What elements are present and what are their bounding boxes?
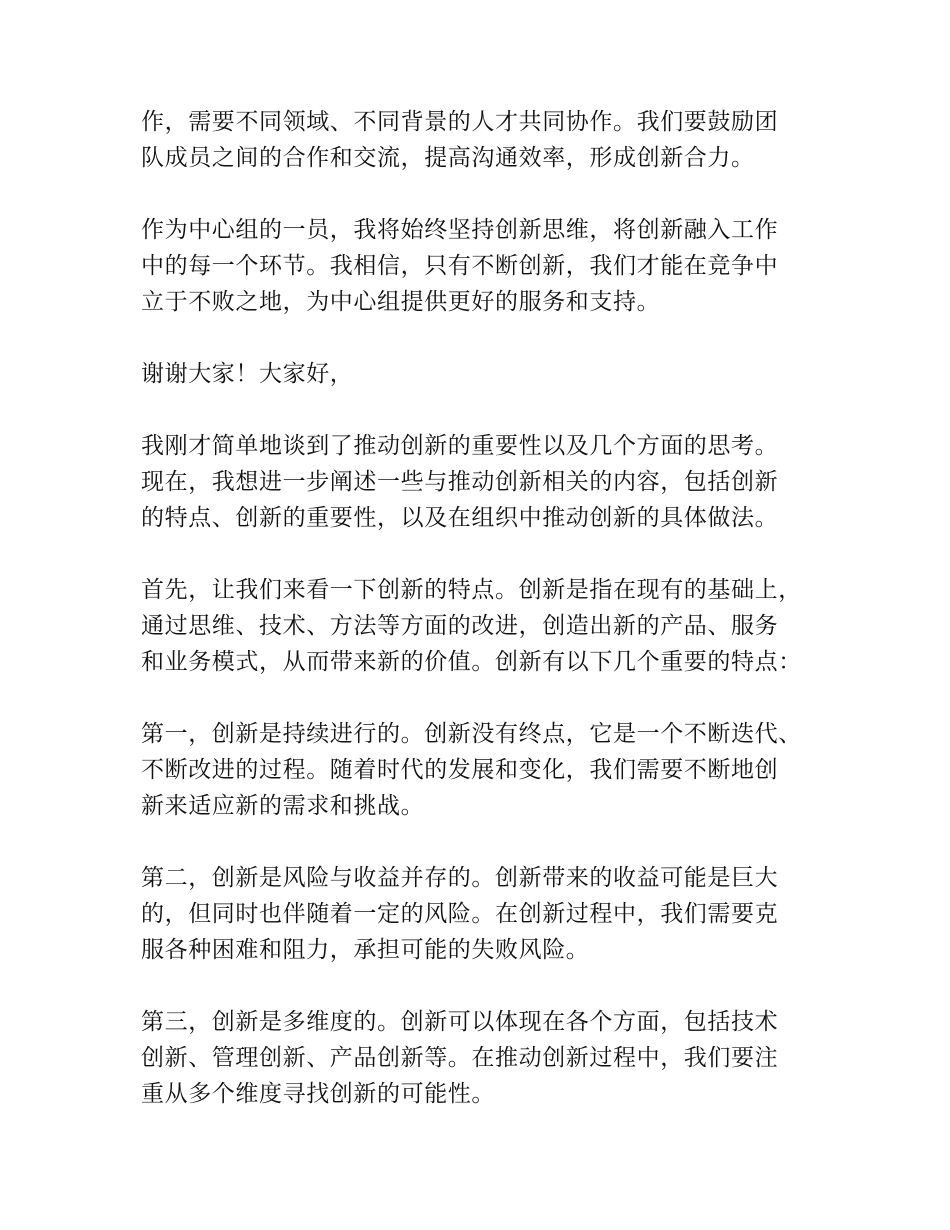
paragraph-line: 重从多个维度寻找创新的可能性。 — [141, 1081, 495, 1107]
paragraph-1 — [141, 104, 831, 176]
paragraph-line: 第二，创新是风险与收益并存的。创新带来的收益可能是巨大 — [141, 865, 779, 891]
document-body — [141, 104, 831, 1148]
paragraph-8 — [141, 1004, 831, 1112]
paragraph-line: 首先，让我们来看一下创新的特点。创新是指在现有的基础上， — [141, 577, 802, 603]
paragraph-line: 的特点、创新的重要性，以及在组织中推动创新的具体做法。 — [141, 505, 779, 531]
paragraph-6 — [141, 716, 831, 824]
paragraph-line: 中的每一个环节。我相信，只有不断创新，我们才能在竞争中 — [141, 253, 779, 279]
paragraph-line: 创新、管理创新、产品创新等。在推动创新过程中，我们要注 — [141, 1045, 779, 1071]
paragraph-line: 谢谢大家！大家好， — [141, 361, 354, 387]
paragraph-line: 第三，创新是多维度的。创新可以体现在各个方面，包括技术 — [141, 1009, 779, 1035]
paragraph-line: 第一，创新是持续进行的。创新没有终点，它是一个不断迭代、 — [141, 721, 802, 747]
paragraph-line: 服各种困难和阻力，承担可能的失败风险。 — [141, 937, 590, 963]
paragraph-line: 队成员之间的合作和交流，提高沟通效率，形成创新合力。 — [141, 145, 755, 171]
paragraph-7 — [141, 860, 831, 968]
paragraph-line: 不断改进的过程。随着时代的发展和变化，我们需要不断地创 — [141, 757, 779, 783]
paragraph-line: 作为中心组的一员，我将始终坚持创新思维，将创新融入工作 — [141, 217, 779, 243]
paragraph-line: 现在，我想进一步阐述一些与推动创新相关的内容，包括创新 — [141, 469, 779, 495]
paragraph-3 — [141, 356, 831, 392]
paragraph-line: 新来适应新的需求和挑战。 — [141, 793, 425, 819]
paragraph-line: 通过思维、技术、方法等方面的改进，创造出新的产品、服务 — [141, 613, 779, 639]
paragraph-line: 我刚才简单地谈到了推动创新的重要性以及几个方面的思考。 — [141, 433, 779, 459]
paragraph-5 — [141, 572, 831, 680]
paragraph-line: 作，需要不同领域、不同背景的人才共同协作。我们要鼓励团 — [141, 109, 779, 135]
paragraph-line: 立于不败之地，为中心组提供更好的服务和支持。 — [141, 289, 661, 315]
paragraph-line: 和业务模式，从而带来新的价值。创新有以下几个重要的特点： — [141, 649, 802, 675]
paragraph-2 — [141, 212, 831, 320]
paragraph-line: 的，但同时也伴随着一定的风险。在创新过程中，我们需要克 — [141, 901, 779, 927]
paragraph-4 — [141, 428, 831, 536]
